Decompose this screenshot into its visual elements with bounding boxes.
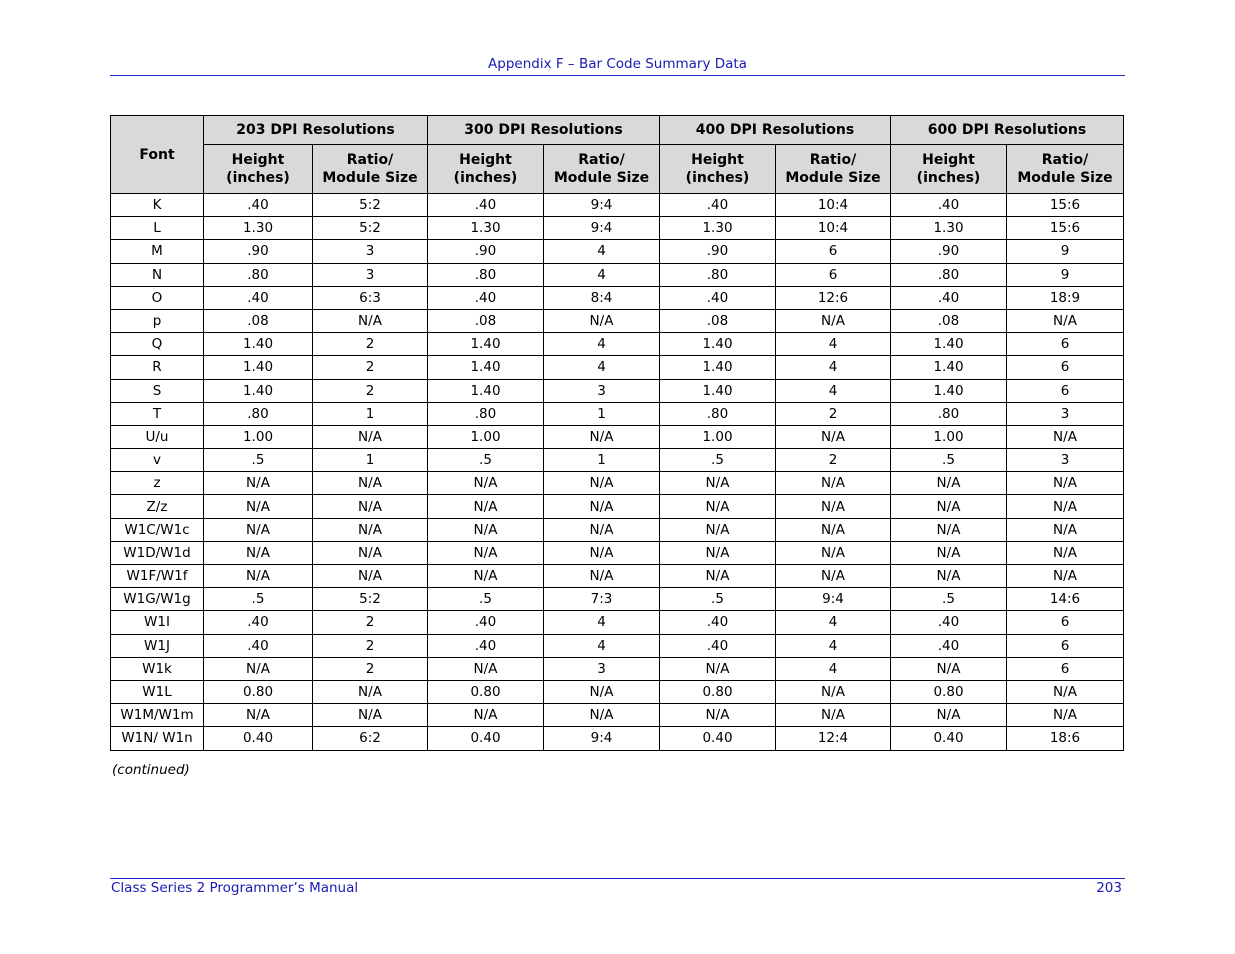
ratio-cell: N/A — [776, 518, 891, 541]
font-name-cell: W1I — [111, 611, 204, 634]
height-cell: N/A — [204, 518, 313, 541]
table-row — [111, 495, 1124, 518]
ratio-cell: 2 — [776, 449, 891, 472]
height-cell: .40 — [428, 634, 544, 657]
height-cell: .5 — [891, 449, 1007, 472]
ratio-cell: 4 — [776, 379, 891, 402]
footer-divider — [110, 878, 1125, 879]
height-cell: .80 — [204, 402, 313, 425]
font-name-cell: S — [111, 379, 204, 402]
font-name-cell: L — [111, 217, 204, 240]
height-cell: N/A — [428, 565, 544, 588]
footer-manual-title: Class Series 2 Programmer’s Manual — [111, 880, 359, 896]
height-cell: .08 — [660, 309, 776, 332]
ratio-cell: 14:6 — [1007, 588, 1124, 611]
ratio-cell: N/A — [544, 680, 660, 703]
table-row — [111, 425, 1124, 448]
ratio-cell: 2 — [313, 611, 428, 634]
height-cell: .5 — [428, 588, 544, 611]
height-cell: .5 — [891, 588, 1007, 611]
height-header-line1: Height — [459, 152, 512, 168]
ratio-header-line1: Ratio/ — [1041, 152, 1089, 168]
height-cell: 1.40 — [428, 333, 544, 356]
ratio-column-header — [544, 145, 660, 194]
ratio-cell: N/A — [313, 680, 428, 703]
height-column-header — [428, 145, 544, 194]
ratio-cell: 15:6 — [1007, 217, 1124, 240]
height-cell: .5 — [204, 449, 313, 472]
height-cell: 1.30 — [204, 217, 313, 240]
ratio-header-line1: Ratio/ — [578, 152, 625, 168]
ratio-cell: N/A — [1007, 541, 1124, 564]
height-cell: N/A — [204, 704, 313, 727]
height-cell: .5 — [204, 588, 313, 611]
height-cell: .40 — [428, 194, 544, 217]
height-cell: .40 — [660, 194, 776, 217]
ratio-cell: N/A — [776, 704, 891, 727]
ratio-cell: 1 — [544, 449, 660, 472]
ratio-cell: N/A — [544, 704, 660, 727]
height-cell: .08 — [204, 309, 313, 332]
ratio-cell: 3 — [1007, 402, 1124, 425]
height-cell: N/A — [660, 541, 776, 564]
ratio-cell: 7:3 — [544, 588, 660, 611]
ratio-cell: 4 — [544, 356, 660, 379]
ratio-cell: N/A — [1007, 518, 1124, 541]
height-header-line2: (inches) — [685, 170, 750, 186]
height-cell: N/A — [891, 657, 1007, 680]
height-cell: .40 — [891, 286, 1007, 309]
height-cell: 1.30 — [891, 217, 1007, 240]
group-header-row — [111, 116, 1124, 145]
height-cell: .40 — [660, 634, 776, 657]
font-name-cell: p — [111, 309, 204, 332]
height-cell: .5 — [660, 449, 776, 472]
height-cell: 1.30 — [660, 217, 776, 240]
ratio-cell: 1 — [313, 449, 428, 472]
table-row — [111, 704, 1124, 727]
height-cell: 1.40 — [891, 379, 1007, 402]
height-cell: 1.40 — [428, 379, 544, 402]
height-cell: .08 — [891, 309, 1007, 332]
ratio-cell: N/A — [1007, 472, 1124, 495]
continued-note: (continued) — [112, 762, 190, 778]
ratio-cell: 2 — [313, 379, 428, 402]
ratio-cell: 2 — [313, 356, 428, 379]
height-cell: .40 — [204, 634, 313, 657]
height-cell: N/A — [428, 541, 544, 564]
height-cell: N/A — [204, 565, 313, 588]
ratio-header-line2: Module Size — [553, 170, 650, 186]
height-cell: .40 — [891, 611, 1007, 634]
ratio-cell: 10:4 — [776, 194, 891, 217]
ratio-cell: N/A — [544, 565, 660, 588]
height-cell: N/A — [891, 704, 1007, 727]
ratio-cell: 10:4 — [776, 217, 891, 240]
height-cell: 0.40 — [204, 727, 313, 750]
font-name-cell: W1J — [111, 634, 204, 657]
font-name-cell: U/u — [111, 425, 204, 448]
barcode-summary-table — [110, 115, 1124, 751]
header-divider — [110, 75, 1125, 76]
ratio-cell: 5:2 — [313, 217, 428, 240]
height-cell: 0.80 — [204, 680, 313, 703]
footer-page-number: 203 — [1096, 880, 1122, 896]
ratio-cell: 4 — [544, 634, 660, 657]
ratio-cell: N/A — [313, 704, 428, 727]
ratio-cell: 6 — [1007, 333, 1124, 356]
ratio-cell: 3 — [313, 263, 428, 286]
ratio-cell: 2 — [776, 402, 891, 425]
height-cell: 1.40 — [204, 379, 313, 402]
font-name-cell: O — [111, 286, 204, 309]
table-row — [111, 309, 1124, 332]
ratio-cell: N/A — [776, 472, 891, 495]
height-cell: N/A — [891, 472, 1007, 495]
table-row — [111, 240, 1124, 263]
ratio-cell: N/A — [544, 472, 660, 495]
height-cell: .5 — [660, 588, 776, 611]
font-name-cell: W1k — [111, 657, 204, 680]
font-name-cell: W1M/W1m — [111, 704, 204, 727]
font-name-cell: z — [111, 472, 204, 495]
height-cell: .90 — [204, 240, 313, 263]
ratio-cell: N/A — [313, 518, 428, 541]
ratio-cell: 3 — [1007, 449, 1124, 472]
ratio-cell: N/A — [1007, 680, 1124, 703]
font-column-header: Font — [111, 116, 204, 194]
height-cell: 0.80 — [428, 680, 544, 703]
ratio-cell: 6 — [776, 263, 891, 286]
height-cell: N/A — [660, 472, 776, 495]
ratio-cell: N/A — [1007, 565, 1124, 588]
ratio-cell: 4 — [544, 263, 660, 286]
height-header-line1: Height — [922, 152, 975, 168]
height-cell: N/A — [204, 472, 313, 495]
height-cell: N/A — [428, 657, 544, 680]
table-row — [111, 727, 1124, 750]
ratio-cell: 9:4 — [544, 217, 660, 240]
ratio-cell: 12:4 — [776, 727, 891, 750]
height-cell: N/A — [204, 495, 313, 518]
height-cell: 0.80 — [660, 680, 776, 703]
ratio-cell: N/A — [313, 565, 428, 588]
font-name-cell: Q — [111, 333, 204, 356]
table-row — [111, 680, 1124, 703]
ratio-cell: N/A — [776, 680, 891, 703]
height-cell: 1.40 — [660, 356, 776, 379]
height-cell: .80 — [660, 402, 776, 425]
ratio-cell: 3 — [313, 240, 428, 263]
ratio-cell: N/A — [313, 541, 428, 564]
font-name-cell: W1L — [111, 680, 204, 703]
height-cell: N/A — [660, 704, 776, 727]
table-body — [111, 194, 1124, 751]
height-cell: N/A — [891, 565, 1007, 588]
ratio-cell: 9 — [1007, 240, 1124, 263]
table-row — [111, 541, 1124, 564]
ratio-cell: 9:4 — [544, 194, 660, 217]
ratio-cell: 6:2 — [313, 727, 428, 750]
font-name-cell: W1F/W1f — [111, 565, 204, 588]
ratio-cell: 6 — [1007, 634, 1124, 657]
height-cell: N/A — [660, 518, 776, 541]
table-row — [111, 449, 1124, 472]
font-name-cell: W1N/ W1n — [111, 727, 204, 750]
font-name-cell: K — [111, 194, 204, 217]
height-cell: .40 — [660, 611, 776, 634]
height-cell: N/A — [660, 495, 776, 518]
ratio-cell: 8:4 — [544, 286, 660, 309]
height-cell: .80 — [891, 263, 1007, 286]
ratio-cell: 12:6 — [776, 286, 891, 309]
height-header-line1: Height — [231, 152, 285, 168]
table-row — [111, 379, 1124, 402]
table-row — [111, 194, 1124, 217]
height-cell: .90 — [660, 240, 776, 263]
ratio-cell: 18:6 — [1007, 727, 1124, 750]
ratio-cell: 5:2 — [313, 194, 428, 217]
font-name-cell: T — [111, 402, 204, 425]
ratio-cell: 5:2 — [313, 588, 428, 611]
table-row — [111, 356, 1124, 379]
height-header-line2: (inches) — [916, 170, 981, 186]
height-cell: 0.40 — [891, 727, 1007, 750]
height-cell: 1.00 — [660, 425, 776, 448]
height-cell: .40 — [891, 194, 1007, 217]
height-cell: N/A — [891, 518, 1007, 541]
height-cell: N/A — [891, 495, 1007, 518]
table-row — [111, 611, 1124, 634]
height-cell: .40 — [891, 634, 1007, 657]
ratio-cell: N/A — [313, 425, 428, 448]
ratio-cell: N/A — [1007, 704, 1124, 727]
table-row — [111, 565, 1124, 588]
ratio-cell: 2 — [313, 333, 428, 356]
height-header-line1: Height — [691, 152, 744, 168]
height-cell: 1.00 — [891, 425, 1007, 448]
table-row — [111, 518, 1124, 541]
ratio-cell: 6 — [1007, 611, 1124, 634]
ratio-cell: 4 — [776, 657, 891, 680]
ratio-cell: N/A — [1007, 495, 1124, 518]
height-cell: N/A — [428, 518, 544, 541]
ratio-cell: 15:6 — [1007, 194, 1124, 217]
height-cell: .40 — [660, 286, 776, 309]
height-cell: 1.40 — [204, 356, 313, 379]
ratio-header-line2: Module Size — [785, 170, 881, 186]
ratio-cell: N/A — [544, 541, 660, 564]
height-cell: N/A — [660, 565, 776, 588]
ratio-cell: 6 — [1007, 657, 1124, 680]
height-cell: 1.40 — [891, 333, 1007, 356]
page-header-title: Appendix F – Bar Code Summary Data — [488, 56, 747, 72]
ratio-cell: N/A — [313, 472, 428, 495]
ratio-cell: 18:9 — [1007, 286, 1124, 309]
table-row — [111, 588, 1124, 611]
height-cell: .80 — [660, 263, 776, 286]
table-row — [111, 217, 1124, 240]
ratio-cell: 2 — [313, 634, 428, 657]
height-cell: .40 — [204, 286, 313, 309]
ratio-cell: 4 — [776, 611, 891, 634]
ratio-cell: 9:4 — [544, 727, 660, 750]
ratio-cell: N/A — [313, 495, 428, 518]
ratio-cell: N/A — [544, 425, 660, 448]
ratio-cell: N/A — [776, 309, 891, 332]
height-cell: 0.80 — [891, 680, 1007, 703]
table-row — [111, 402, 1124, 425]
height-cell: 1.40 — [660, 379, 776, 402]
ratio-cell: 6 — [776, 240, 891, 263]
ratio-cell: 9:4 — [776, 588, 891, 611]
height-cell: 1.40 — [660, 333, 776, 356]
height-column-header — [204, 145, 313, 194]
ratio-cell: N/A — [776, 495, 891, 518]
height-cell: 1.00 — [204, 425, 313, 448]
height-cell: N/A — [891, 541, 1007, 564]
height-cell: 1.40 — [204, 333, 313, 356]
height-column-header — [891, 145, 1007, 194]
ratio-header-line2: Module Size — [322, 170, 418, 186]
height-cell: N/A — [204, 657, 313, 680]
height-header-line2: (inches) — [453, 170, 518, 186]
table-row — [111, 263, 1124, 286]
height-cell: 1.40 — [428, 356, 544, 379]
ratio-cell: 1 — [544, 402, 660, 425]
ratio-cell: 4 — [776, 356, 891, 379]
group-header-600-dpi: 600 DPI Resolutions — [891, 116, 1124, 145]
ratio-cell: N/A — [776, 565, 891, 588]
height-column-header — [660, 145, 776, 194]
ratio-cell: 4 — [544, 333, 660, 356]
height-cell: .90 — [891, 240, 1007, 263]
height-cell: .80 — [428, 263, 544, 286]
height-cell: 1.40 — [891, 356, 1007, 379]
font-name-cell: v — [111, 449, 204, 472]
group-header-400-dpi: 400 DPI Resolutions — [660, 116, 891, 145]
height-cell: N/A — [428, 495, 544, 518]
height-cell: N/A — [428, 472, 544, 495]
group-header-203-dpi: 203 DPI Resolutions — [204, 116, 428, 145]
ratio-cell: 3 — [544, 657, 660, 680]
ratio-cell: 4 — [776, 634, 891, 657]
ratio-cell: N/A — [544, 309, 660, 332]
height-cell: .5 — [428, 449, 544, 472]
height-cell: 0.40 — [660, 727, 776, 750]
ratio-header-line2: Module Size — [1017, 170, 1113, 186]
ratio-column-header — [776, 145, 891, 194]
height-cell: .40 — [204, 611, 313, 634]
ratio-cell: N/A — [544, 495, 660, 518]
height-cell: .40 — [428, 286, 544, 309]
height-cell: .08 — [428, 309, 544, 332]
font-name-cell: W1G/W1g — [111, 588, 204, 611]
ratio-cell: N/A — [313, 309, 428, 332]
height-cell: .80 — [428, 402, 544, 425]
group-header-300-dpi: 300 DPI Resolutions — [428, 116, 660, 145]
ratio-column-header — [313, 145, 428, 194]
font-name-cell: W1D/W1d — [111, 541, 204, 564]
ratio-cell: N/A — [776, 425, 891, 448]
table-row — [111, 657, 1124, 680]
ratio-cell: N/A — [1007, 425, 1124, 448]
height-cell: N/A — [204, 541, 313, 564]
table-row — [111, 286, 1124, 309]
ratio-column-header — [1007, 145, 1124, 194]
ratio-cell: 6:3 — [313, 286, 428, 309]
height-cell: 1.00 — [428, 425, 544, 448]
height-cell: .90 — [428, 240, 544, 263]
ratio-header-line1: Ratio/ — [809, 152, 857, 168]
table-row — [111, 634, 1124, 657]
ratio-cell: 6 — [1007, 356, 1124, 379]
ratio-cell: 3 — [544, 379, 660, 402]
height-cell: .40 — [204, 194, 313, 217]
height-header-line2: (inches) — [226, 170, 290, 186]
table-row — [111, 472, 1124, 495]
ratio-cell: 6 — [1007, 379, 1124, 402]
ratio-cell: 4 — [776, 333, 891, 356]
height-cell: N/A — [660, 657, 776, 680]
ratio-cell: N/A — [1007, 309, 1124, 332]
font-name-cell: Z/z — [111, 495, 204, 518]
font-name-cell: R — [111, 356, 204, 379]
font-name-cell: W1C/W1c — [111, 518, 204, 541]
font-name-cell: N — [111, 263, 204, 286]
height-cell: 0.40 — [428, 727, 544, 750]
height-cell: N/A — [428, 704, 544, 727]
ratio-cell: 1 — [313, 402, 428, 425]
height-cell: 1.30 — [428, 217, 544, 240]
ratio-header-line1: Ratio/ — [346, 152, 394, 168]
ratio-cell: 9 — [1007, 263, 1124, 286]
font-name-cell: M — [111, 240, 204, 263]
ratio-cell: 4 — [544, 611, 660, 634]
height-cell: .80 — [891, 402, 1007, 425]
height-cell: .80 — [204, 263, 313, 286]
ratio-cell: N/A — [776, 541, 891, 564]
ratio-cell: 4 — [544, 240, 660, 263]
sub-header-row — [111, 145, 1124, 194]
table-row — [111, 333, 1124, 356]
height-cell: .40 — [428, 611, 544, 634]
ratio-cell: 2 — [313, 657, 428, 680]
ratio-cell: N/A — [544, 518, 660, 541]
